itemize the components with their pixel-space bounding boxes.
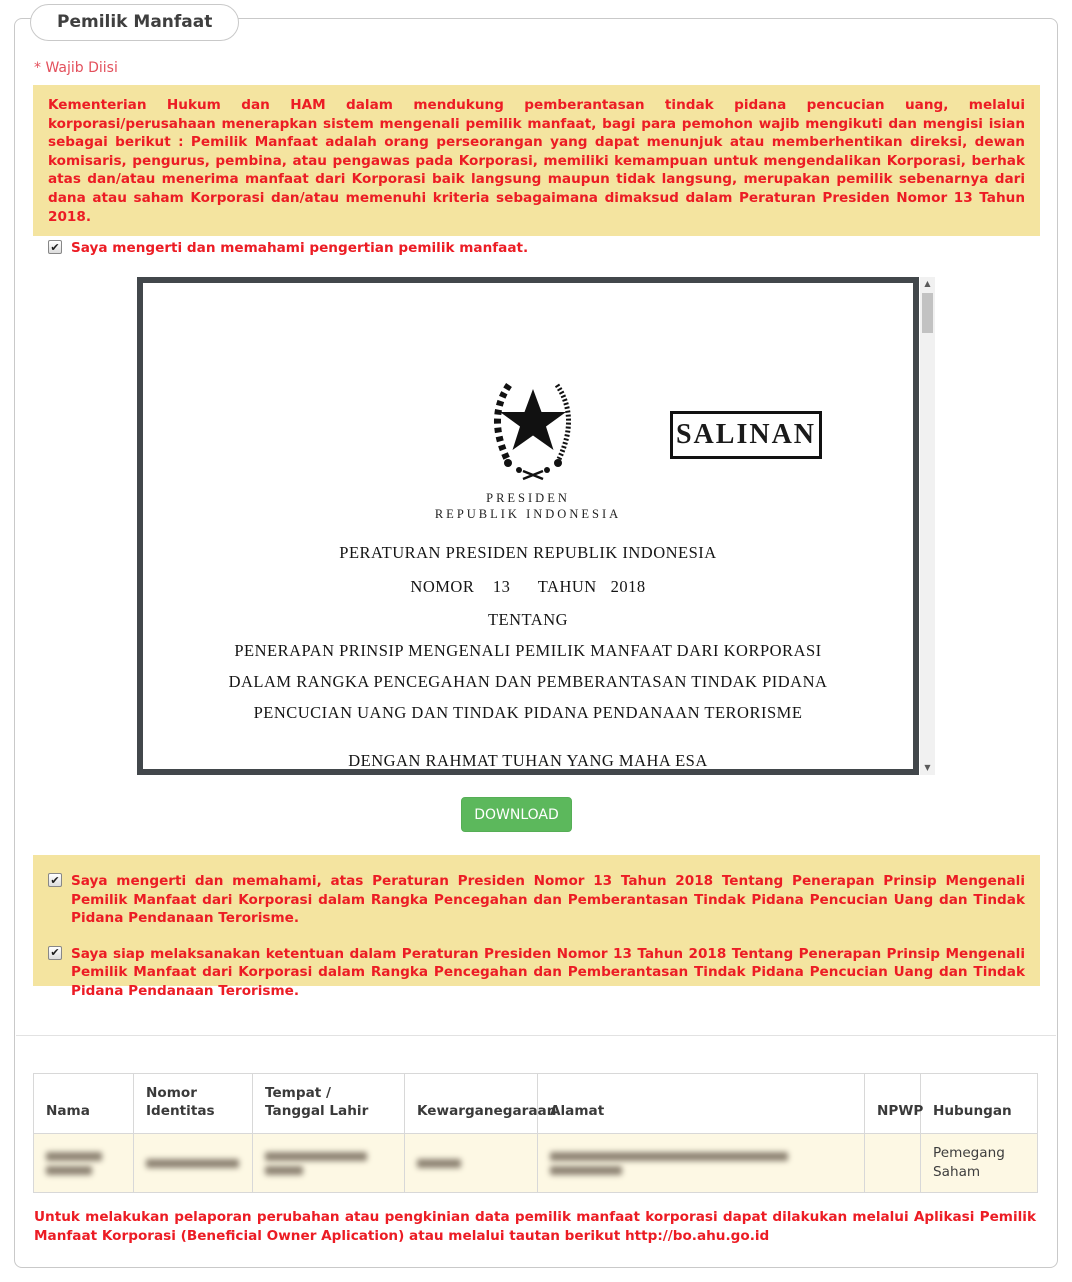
ready-to-comply-label: Saya siap melaksanakan ketentuan dalam Peraturan Presiden Nomor 13 Tahun 2018 Tentang Penerapan Prinsip Mengenali Pemilik Manfaat dari Korporasi dalam Rangka Pencegahan dan Pemberantasan Tindak Pidana Pencucian Uang dan Tindak Pidana Pendanaan Terorisme.	[71, 945, 1025, 999]
column-tempat-tanggal-lahir: Tempat / Tanggal Lahir	[253, 1074, 405, 1134]
doc-title-line5: DALAM RANGKA PENCEGAHAN DAN PEMBERANTASAN TINDAK PIDANA	[228, 672, 828, 691]
table-header-row	[34, 1074, 1038, 1134]
salinan-stamp: SALINAN	[670, 411, 822, 459]
column-npwp: NPWP	[865, 1074, 921, 1134]
reporting-update-note: Untuk melakukan pelaporan perubahan atau pengkinian data pemilik manfaat korporasi dapat dilakukan melalui Aplikasi Pemilik Manfaat Korporasi (Beneficial Owner Aplication) atau melalui tautan berikut http://bo.ahu.go.id	[34, 1209, 1036, 1244]
document-page	[143, 283, 913, 769]
letterhead	[143, 490, 913, 522]
doc-title-line7: DENGAN RAHMAT TUHAN YANG MAHA ESA	[348, 751, 708, 770]
beneficial-owner-notice-box	[33, 85, 1040, 257]
download-button[interactable]: DOWNLOAD	[461, 797, 572, 832]
understand-regulation-checkbox[interactable]	[48, 873, 62, 887]
beneficial-owner-table	[33, 1073, 1038, 1193]
scroll-up-icon[interactable]: ▲	[924, 279, 931, 288]
cell-npwp	[865, 1134, 921, 1193]
understand-regulation-label: Saya mengerti dan memahami, atas Peraturan Presiden Nomor 13 Tahun 2018 Tentang Penerapan Prinsip Mengenali Pemilik Manfaat dari Korporasi dalam Rangka Pencegahan dan Pemberantasan Tindak Pidana Pencucian Uang dan Tindak Pidana Pendanaan Terorisme.	[71, 873, 1025, 927]
cell-alamat-redacted	[538, 1134, 865, 1193]
doc-title-line6: PENCUCIAN UANG DAN TINDAK PIDANA PENDANAAN TERORISME	[253, 703, 803, 722]
cell-kewarganegaraan-redacted	[405, 1134, 538, 1193]
column-hubungan: Hubungan	[921, 1074, 1038, 1134]
section-divider	[16, 1035, 1056, 1036]
agreement-box	[33, 855, 1040, 999]
preview-scrollbar[interactable]	[920, 277, 935, 775]
beneficial-owner-definition-text: Kementerian Hukum dan HAM dalam mendukung pemberantasan tindak pidana pencucian uang, melalui korporasi/perusahaan menerapkan sistem mengenali pemilik manfaat, bagi para pemohon wajib mengikuti dan mengisi isian sebagai berikut : Pemilik Manfaat adalah orang perseorangan yang dapat menunjuk atau memberhentikan direksi, dewan komisaris, pengurus, pembina, atau pengawas pada Korporasi, memiliki kemampuan untuk mengendalikan Korporasi, berhak atas dan/atau menerima manfaat dari Korporasi baik langsung maupun tidak langsung, merupakan pemilik sebenarnya dari dana atau saham Korporasi dan/atau memenuhi kriteria sebagaimana dimaksud dalam Peraturan Presiden Nomor 13 Tahun 2018.	[48, 97, 1025, 225]
column-nomor-identitas: Nomor Identitas	[134, 1074, 253, 1134]
letterhead-line1: PRESIDEN	[486, 491, 570, 505]
column-nama: Nama	[34, 1074, 134, 1134]
table-row	[34, 1134, 1038, 1193]
panel-title: Pemilik Manfaat	[30, 4, 239, 41]
cell-hubungan: Pemegang Saham	[921, 1134, 1038, 1193]
regulation-document-preview[interactable]	[137, 277, 919, 775]
presidential-seal-icon	[479, 367, 587, 489]
column-alamat: Alamat	[538, 1074, 865, 1134]
letterhead-line2: REPUBLIK INDONESIA	[434, 507, 622, 521]
cell-nomor-identitas-redacted	[134, 1134, 253, 1193]
cell-nama-redacted	[34, 1134, 134, 1193]
ready-to-comply-checkbox[interactable]	[48, 946, 62, 960]
doc-title-line3: TENTANG	[487, 610, 569, 629]
doc-title-line4: PENERAPAN PRINSIP MENGENALI PEMILIK MANFAAT DARI KORPORASI	[234, 641, 822, 660]
required-field-note: * Wajib Diisi	[34, 60, 118, 76]
understand-definition-label: Saya mengerti dan memahami pengertian pemilik manfaat.	[71, 240, 529, 257]
doc-title-line2: NOMOR 13 TAHUN 2018	[410, 577, 646, 596]
column-kewarganegaraan: Kewarganegaraan	[405, 1074, 538, 1134]
scrollbar-thumb[interactable]	[922, 293, 933, 333]
understand-definition-checkbox[interactable]	[48, 240, 62, 254]
doc-title-line1: PERATURAN PRESIDEN REPUBLIK INDONESIA	[339, 543, 717, 562]
cell-tempat-tanggal-lahir-redacted	[253, 1134, 405, 1193]
scroll-down-icon[interactable]: ▼	[924, 763, 931, 772]
